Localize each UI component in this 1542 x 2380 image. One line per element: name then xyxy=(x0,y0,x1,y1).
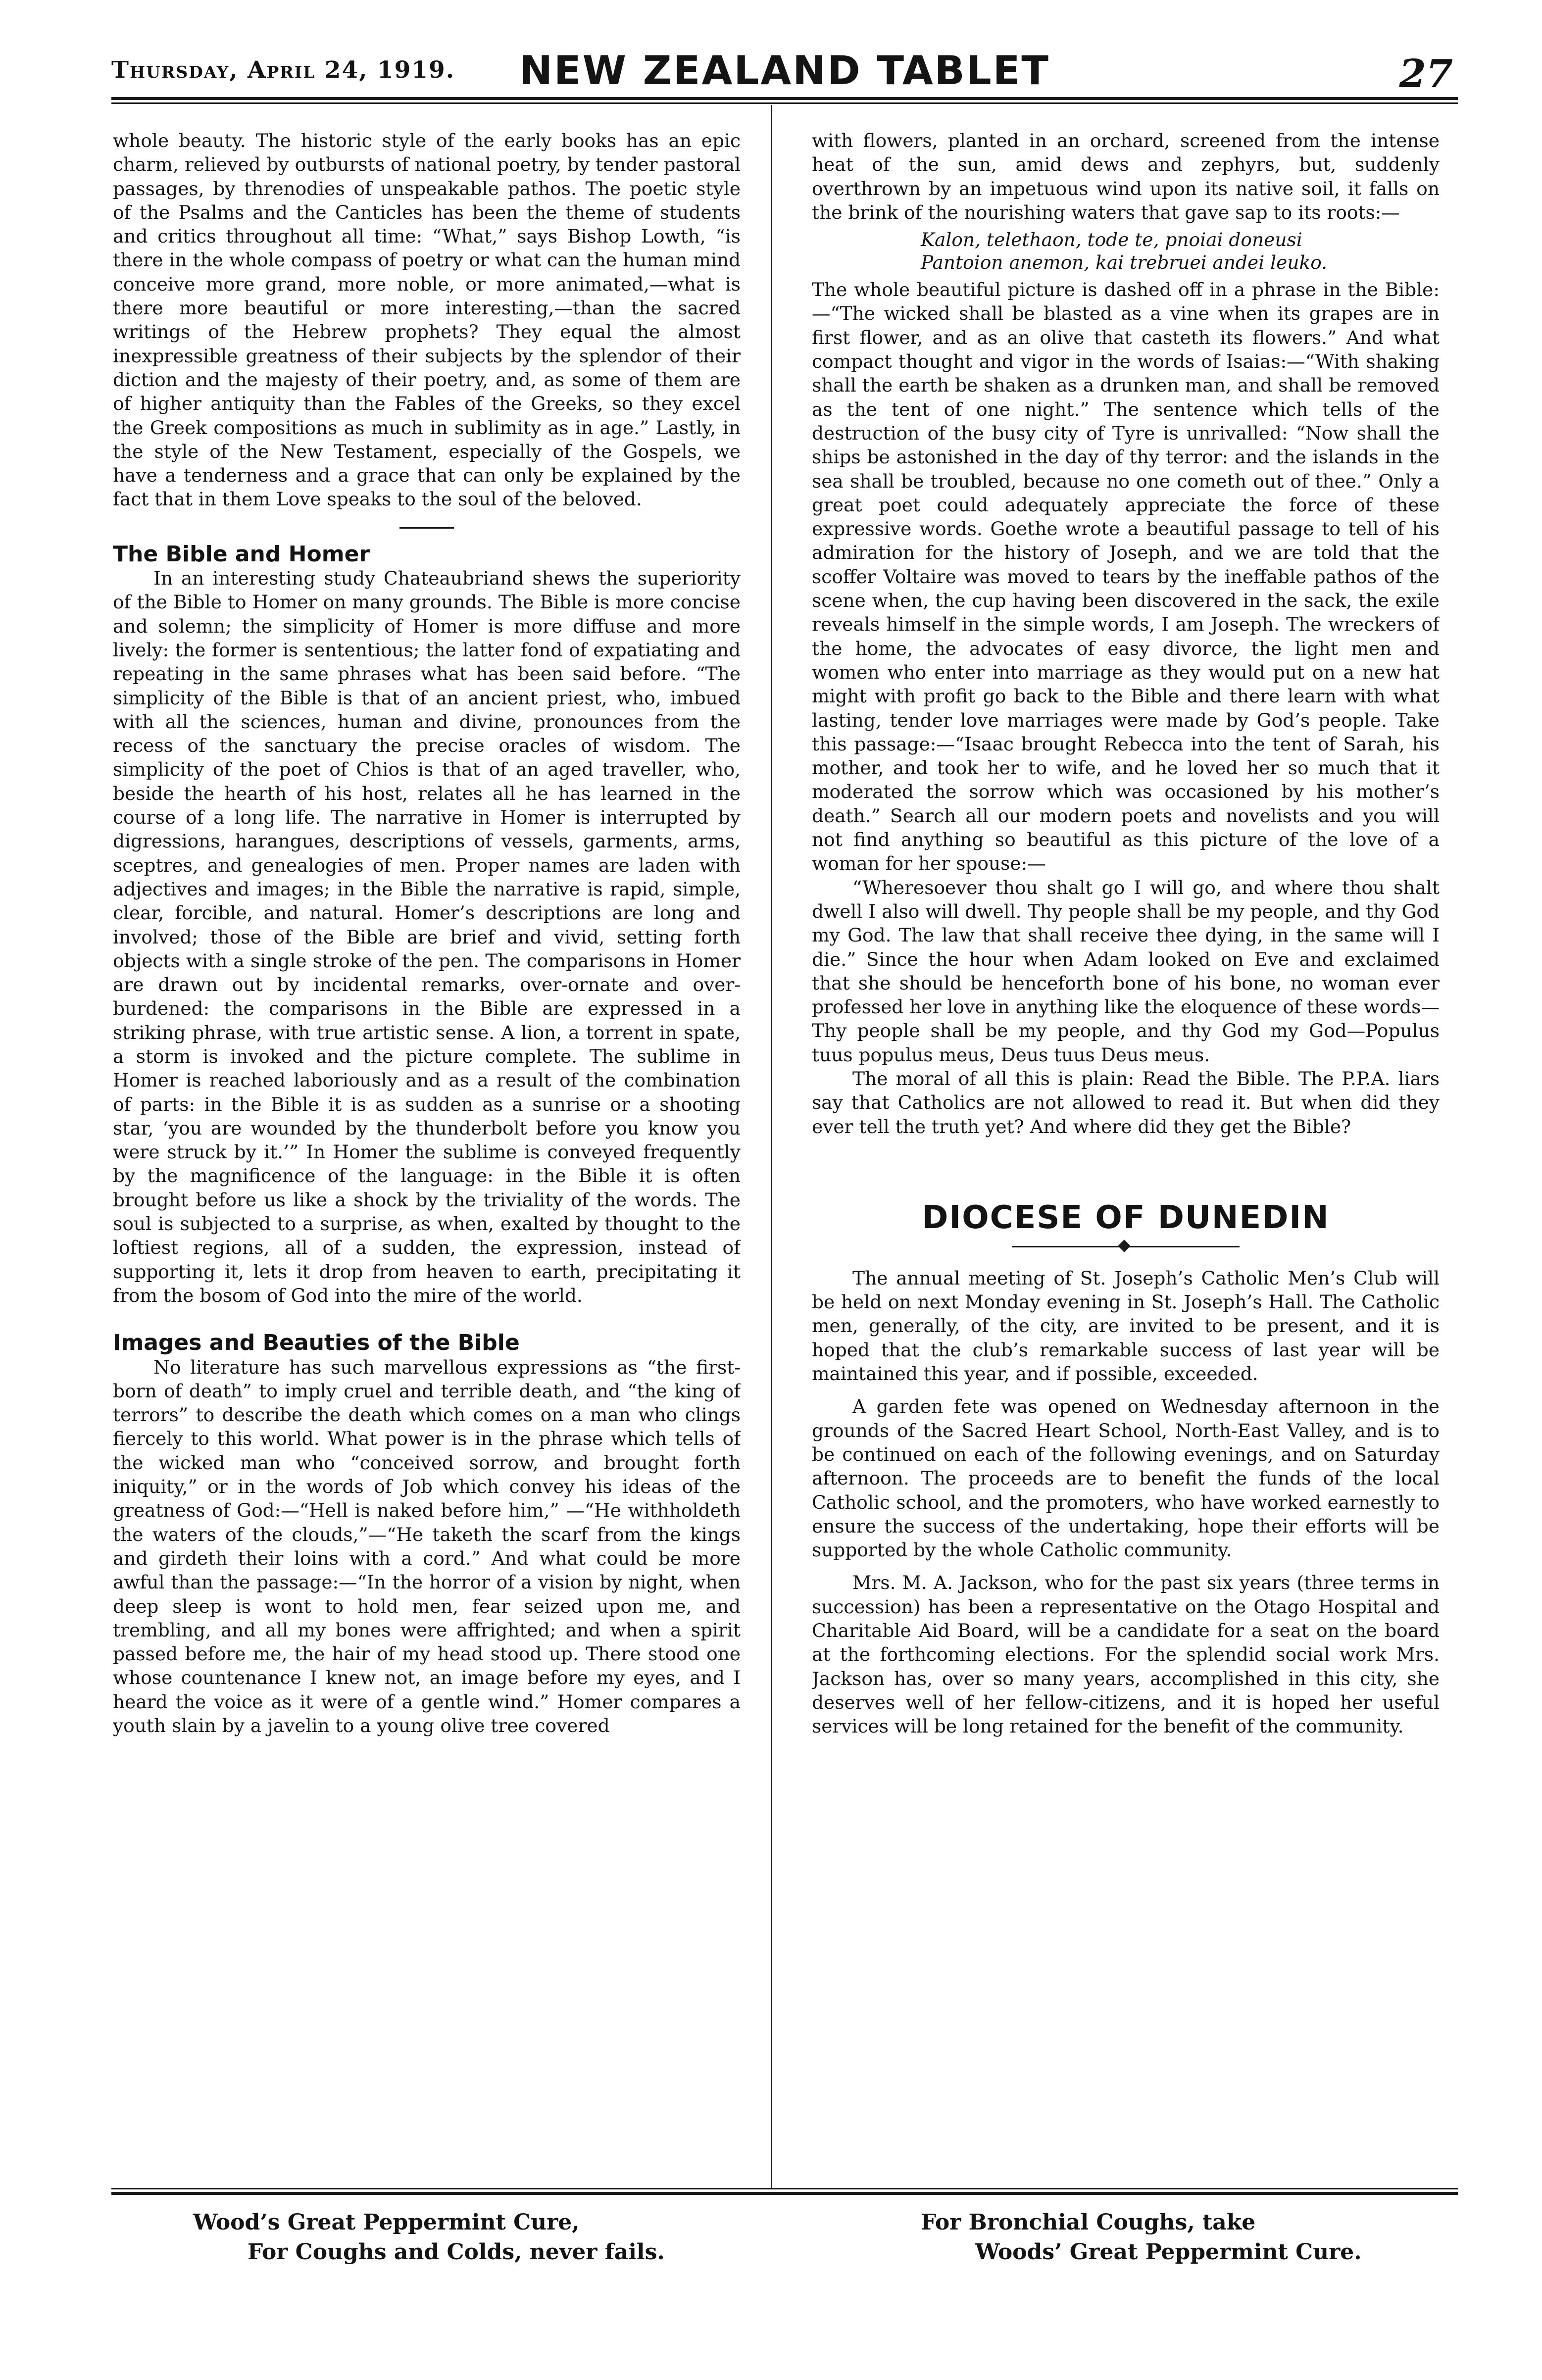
masthead xyxy=(111,39,1458,97)
issue-date: Thursday, April 24, 1919. xyxy=(111,56,455,84)
left-column xyxy=(113,129,741,2178)
moral-paragraph: The moral of all this is plain: Read the Bible. The P.P.A. liars say that Catholics are not allowed to read it. But when did they ever tell the truth yet? And where did they get the Bible? xyxy=(812,1067,1440,1138)
section-divider xyxy=(399,527,454,529)
ruth-quotation-paragraph: “Wheresoever thou shalt go I will go, and where thou shalt dwell I also will dwell. Thy people shall be my people, and thy God my God. The law that shall receive thee dying, in the same will I die.” Since the hour when Adam looked on Eve and exclaimed that she should be henceforth bone of his bone, no woman ever professed her love in anything like the eloquence of these words—Thy people shall be my people, and thy God my God—Populus tuus populus meus, Deus tuus Deus meus. xyxy=(812,876,1440,1066)
masthead-rule xyxy=(111,97,1458,105)
advert-line: For Coughs and Colds, never fails. xyxy=(248,2239,665,2265)
peppermint-cure-advert-left xyxy=(193,2208,688,2267)
bible-verses-paragraph: The whole beautiful picture is dashed off in a phrase in the Bible:—“The wicked shall be blasted as a vine when its grapes are in first flower, and as an olive that casteth its flowers.” And what compact thought and vigor in the words of Isaias:—“With shaking shall the earth be shaken as a drunken man, and shall be removed as the tent of one night.” The sentence which tells of the destruction of the busy city of Tyre is unrivalled: “Now shall the ships be astonished in the day of thy terror: and the islands in the sea shall be troubled, because no one cometh out of thee.” Only a great poet could adequately appreciate the force of these expressive words. Goethe wrote a beautiful passage to tell of his admiration for the history of Joseph, and we are told that the scoffer Voltaire was moved to tears by the ineffable pathos of the scene when, the cup having been discovered in the sack, the exile reveals himself in the simple words, I am Joseph. The wreckers of the home, the advocates of easy divorce, the light men and women who enter into marriage as they would put on a new hat might with profit go back to the Bible and there learn with what lasting, tender love marriages were made by God’s people. Take this passage:—“Isaac brought Rebecca into the tent of Sarah, his mother, and took her to wife, and he loved her so much that it moderated the sorrow which was occasioned by his mother’s death.” Search all our modern poets and novelists and you will not find anything so beautiful as this picture of the love of a woman for her spouse:— xyxy=(812,279,1440,875)
homer-olive-continuation: with flowers, planted in an orchard, screened from the intense heat of the sun, amid dews and zephyrs, but, suddenly overthrown by an impetuous wind upon its native soil, it falls on the brink of the nourishing waters that gave sap to its roots:— xyxy=(812,130,1440,223)
images-and-beauties-paragraph: No literature has such marvellous expressions as “the first-born of death” to imply cruel and terrible death, and “the king of terrors” to describe the death which comes on a man who clings fiercely to this world. What power is in the phrase which tells of the wicked man who “conceived sorrow, and brought forth iniquity,” or in the words of Job which convey his ideas of the greatness of God:—“Hell is naked before him,” —“He withholdeth the waters of the clouds,”—“He taketh the scarf from the kings and girdeth their loins with a cord.” And what could be more awful than the passage:—“In the horror of a vision by night, when deep sleep is wont to hold men, fear seized upon me, and trembling, and all my bones were affrighted; and when a spirit passed before me, the hair of my head stood up. There stood one whose countenance I knew not, an image before my eyes, and I heard the voice as it were of a gentle wind.” Homer compares a youth slain by a javelin to a young olive tree covered xyxy=(113,1356,741,1736)
mens-club-paragraph: The annual meeting of St. Joseph’s Catholic Men’s Club will be held on next Monday evening in St. Joseph’s Hall. The Catholic men, generally, of the city, are invited to be present, and it is hoped that the club’s remarkable success of last year will be maintained this year, and if possible, exceeded. xyxy=(812,1267,1440,1385)
right-column xyxy=(812,129,1440,2178)
diocese-of-dunedin-heading: DIOCESE OF DUNEDIN xyxy=(922,1199,1330,1236)
page-number: 27 xyxy=(1399,51,1453,97)
advert-line: Woods’ Great Peppermint Cure. xyxy=(975,2239,1362,2265)
article-continuation-paragraph: whole beauty. The historic style of the early books has an epic charm, relieved by outbursts of national poetry, by tender pastoral passages, by threnodies of unspeakable pathos. The poetic style of the Psalms and the Canticles has been the theme of students and critics throughout all time: “What,” says Bishop Lowth, “is there in the whole compass of poetry or what can the human mind conceive more grand, more noble, or more animated,—what is there more beautiful or more interesting,—than the sacred writings of the Hebrew prophets? They equal the almost inexpressible greatness of their subjects by the splendor of their diction and the majesty of their poetry, and, as some of them are of higher antiquity than the Fables of the Greeks, so they excel the Greek compositions as much in sublimity as in age.” Lastly, in the style of the New Testament, especially of the Gospels, we have a tenderness and a grace that can only be explained by the fact that in them Love speaks to the soul of the beloved. xyxy=(113,130,741,510)
publication-title: NEW ZEALAND TABLET xyxy=(519,48,1050,94)
diamond-icon xyxy=(1118,1240,1130,1252)
bible-and-homer-heading: The Bible and Homer xyxy=(113,541,370,567)
jackson-election-paragraph: Mrs. M. A. Jackson, who for the past six years (three terms in succession) has been a representative on the Otago Hospital and Charitable Aid Board, will be a candidate for a seat on the board at the forthcoming elections. For the splendid social work Mrs. Jackson has, over so many years, accomplished in this city, she deserves well of her fellow-citizens, and it is hoped her useful services will be long retained for the benefit of the community. xyxy=(812,1572,1440,1737)
advert-line: For Bronchial Coughs, take xyxy=(921,2210,1256,2235)
greek-verse xyxy=(812,228,1440,274)
garden-fete-paragraph: A garden fete was opened on Wednesday afternoon in the grounds of the Sacred Heart School, North-East Valley, and is to be continued on each of the following evenings, and on Saturday afternoon. The proceeds are to benefit the funds of the local Catholic school, and the promoters, who have worked earnestly to ensure the success of the undertaking, hope their efforts will be supported by the whole Catholic community. xyxy=(812,1395,1440,1561)
peppermint-cure-advert-right xyxy=(921,2208,1366,2267)
heading-ornament xyxy=(1012,1240,1240,1252)
greek-verse-line: Kalon, telethaon, tode te, pnoiai doneusi xyxy=(921,229,1302,251)
column-divider xyxy=(771,105,772,2188)
bible-and-homer-paragraph: In an interesting study Chateaubriand shews the superiority of the Bible to Homer on many grounds. The Bible is more concise and solemn; the simplicity of Homer is more diffuse and more lively: the former is sententious; the latter fond of expatiating and repeating in the same phrases what has been said before. “The simplicity of the Bible is that of an ancient priest, who, imbued with all the sciences, human and divine, pronounces from the recess of the sanctuary the precise oracles of wisdom. The simplicity of the poet of Chios is that of an aged traveller, who, beside the hearth of his host, relates all he has learned in the course of a long life. The narrative in Homer is interrupted by digressions, harangues, descriptions of vessels, garments, arms, sceptres, and genealogies of men. Proper names are laden with adjectives and images; in the Bible the narrative is rapid, simple, clear, forcible, and natural. Homer’s descriptions are long and involved; those of the Bible are brief and vivid, setting forth objects with a single stroke of the pen. The comparisons in Homer are drawn out by incidental remarks, over-ornate and over-burdened: the comparisons in the Bible are expressed in a striking phrase, with true artistic sense. A lion, a torrent in spate, a storm is invoked and the picture complete. The sublime in Homer is reached laboriously and as a result of the combination of parts: in the Bible it is as sudden as a sunrise or a shooting star, ‘you are wounded by the thunderbolt before you know you were struck by it.’” In Homer the sublime is conveyed frequently by the magnificence of the language: in the Bible it is often brought before us like a shock by the triviality of the words. The soul is subjected to a surprise, as when, exalted by thought to the loftiest regions, all of a sudden, the expression, instead of supporting it, lets it drop from heaven to earth, precipitating it from the bosom of God into the mire of the world. xyxy=(113,567,741,1306)
footer-rule xyxy=(111,2188,1458,2196)
greek-verse-line: Pantoion anemon, kai trebruei andei leuko. xyxy=(921,251,1328,274)
images-and-beauties-heading: Images and Beauties of the Bible xyxy=(113,1330,520,1356)
advert-line: Wood’s Great Peppermint Cure, xyxy=(193,2210,580,2235)
